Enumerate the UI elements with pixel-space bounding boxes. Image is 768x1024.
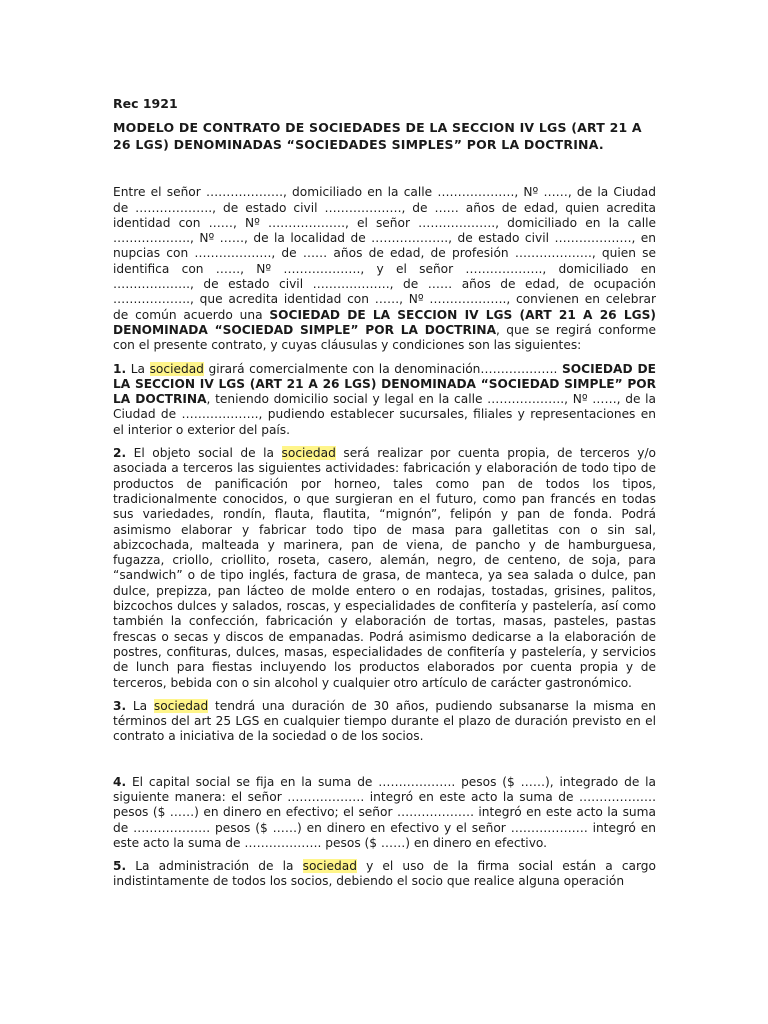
clause-3-text-post: tendrá una duración de 30 años, pudiendo subsanarse la misma en términos del art 25 LGS en cualquier tiempo durante el plazo de duración previsto en el contrato a iniciativa de la sociedad o de los socios.	[113, 698, 656, 744]
intro-company-name: SOCIEDAD DE LA SECCION IV LGS (ART 21 A 26 LGS) DENOMINADA “SOCIEDAD SIMPLE” POR LA DOCTRINA	[113, 307, 656, 337]
clause-5-number: 5.	[113, 859, 127, 874]
document-title: MODELO DE CONTRATO DE SOCIEDADES DE LA SECCION IV LGS (ART 21 A 26 LGS) DENOMINADAS “SOCIEDADES SIMPLES” POR LA DOCTRINA.	[113, 120, 642, 153]
intro-paragraph	[113, 185, 656, 353]
document-reference: Rec 1921	[113, 96, 178, 111]
clause-1-number: 1.	[113, 361, 127, 376]
clause-5	[113, 859, 656, 890]
highlighted-term: sociedad	[281, 446, 336, 461]
clause-3	[113, 699, 656, 745]
intro-text-1: Entre el señor ………………., domiciliado en la calle ………………., Nº ……, de la Ciudad de ………………., de estado civil ………………., de …… años de edad, quien acredita identidad con ……, Nº ………………., el señor ………………., domiciliado en la calle ………………., Nº ……, de la localidad de ………………., de estado civil ………………., en nupcias con ………………., de …… años de edad, de profesión ………………., quien se identifica con ……, Nº ………………., y el señor ………………., domiciliado en ………………., de estado civil ………………., de …… años de edad, de ocupación ………………., que acredita identidad con ……, Nº ………………., convienen en celebrar de común acuerdo una	[113, 185, 656, 322]
clause-5-text-pre: La administración de la	[126, 859, 303, 874]
clause-1	[113, 362, 656, 438]
clause-5-text-post: y el uso de la firma social están a cargo indistintamente de todos los socios, debiendo el socio que realice alguna operación	[113, 859, 656, 889]
highlighted-term: sociedad	[153, 698, 209, 713]
clause-1-text-post: , teniendo domicilio social y legal en la calle ………………., Nº ……, de la Ciudad de ………………., pudiendo establecer sucursales, filiales y representaciones en el interior o exterior del país.	[113, 392, 656, 437]
clause-2-number: 2.	[113, 446, 127, 461]
paragraph-gap	[113, 753, 656, 775]
clause-4-text: El capital social se fija en la suma de ………………. pesos ($ ……), integrado de la siguiente manera: el señor ………………. integró en este acto la suma de ………………. pesos ($ ……) en dinero en efectivo; el señor ………………. integró en este acto la suma de ………………. pesos ($ ……) en dinero en efectivo y el señor ………………. integró en este acto la suma de ………………. pesos ($ ……) en dinero en efectivo.	[113, 774, 656, 850]
clause-1-company-name: SOCIEDAD DE LA SECCION IV LGS (ART 21 A 26 LGS) DENOMINADA “SOCIEDAD SIMPLE” POR LA DOCTRINA	[113, 361, 656, 407]
clause-3-text-pre: La	[126, 698, 154, 713]
clause-4-number: 4.	[113, 774, 127, 789]
clause-2	[113, 446, 656, 691]
clause-2-text-post: será realizar por cuenta propia, de terceros y/o asociada a terceros las siguientes actividades: fabricación y elaboración de todo tipo de productos de panificación por horneo, tales como pan de todos los tipos, tradicionalmente conocidos, o que surgieran en el futuro, como pan francés en todas sus variedades, rondín, flauta, flautita, “mignón”, felipón y pan de fonda. Podrá asimismo elaborar y fabricar todo tipo de masa para galletitas con o sin sal, abizcochada, malteada y marinera, pan de viena, de pancho y de hamburguesa, fugazza, criollo, criollito, roseta, casero, alemán, negro, de centeno, de soja, para “sandwich” o de tipo inglés, factura de grasa, de manteca, ya sea salada o dulce, pan dulce, prepizza, pan lácteo de molde entero o en rodajas, tostadas, grisines, palitos, bizcochos dulces y salados, roscas, y especialidades de confitería y pastelería, así como también la confección, fabricación y elaboración de tortas, masas, pasteles, pastas frescas o secas y discos de empanadas. Podrá asimismo dedicarse a la elaboración de postres, confituras, dulces, masas, especialidades de confitería y pastelería, y servicios de lunch para fiestas incluyendo los productos elaborados por cuenta propia y de terceros, bebida con o sin alcohol y cualquier otro artículo de carácter gastronómico.	[113, 446, 657, 690]
clause-1-text-mid: girará comercialmente con la denominación……………….	[203, 361, 562, 376]
clause-2-text-pre: El objeto social de la	[126, 446, 282, 461]
highlighted-term: sociedad	[149, 361, 204, 376]
clause-4	[113, 775, 656, 851]
highlighted-term: sociedad	[302, 859, 357, 874]
clause-1-text-pre: La	[126, 361, 150, 376]
clause-3-number: 3.	[113, 698, 127, 713]
intro-text-2: , que se regirá conforme con el presente contrato, y cuyas cláusulas y condiciones son las siguientes:	[113, 322, 656, 353]
document-page	[113, 96, 656, 898]
